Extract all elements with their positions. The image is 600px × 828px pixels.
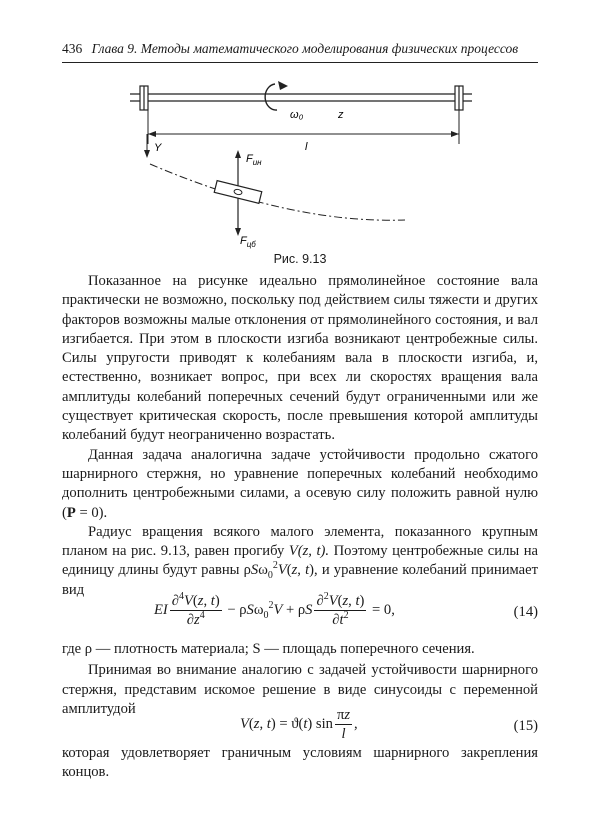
running-header [62,41,536,57]
figure-caption: Рис. 9.13 [273,252,327,266]
omega-label: ω₀ [290,109,304,121]
length-label: l [305,141,308,153]
force-bottom-label: $F_{цб}$ [240,235,256,249]
paragraph-3: Радиус вращения всякого малого элемента, показанного крупным планом на рис. 9.13, равен прогибу V(z, t). Поэтому центробежные силы на единицу длины будут равны ρSω$_0^2$V(z, t), и уравнение колебаний принимает вид [62,523,539,598]
shaft-figure [100,72,500,252]
force-top-label: $F_{ин}$ [246,153,262,167]
equation-14-number: (14) [513,604,538,620]
paragraph-2: Данная задача аналогична задаче устойчивости продольно сжатого шарнирного стержня, но уравнение поперечных колебаний необходимо дополнить центробежными силами, а осевую силу положить равной нулю (P = 0). [62,446,538,521]
body-text-block-1 [62,272,538,600]
paragraph-6: которая удовлетворяет граничным условиям шарнирного закрепления концов. [62,745,538,781]
paragraph-5: Принимая во внимание аналогию с задачей устойчивости шарнирного стержня, представим искомое решение в виде синусоиды с переменной амплитудой [62,662,538,717]
running-title: Глава 9. Методы математического моделирования физических процессов [91,41,519,56]
equation-14: EI $\frac{\partial^4V(z, t)}{\partial z^4}$ − ρSω$_0^2$V + ρS $\frac{\partial^2V(z, t)}{\partial t^2}$ = 0, (14) [154,591,538,628]
paragraph-1: Показанное на рисунке идеально прямолинейное состояние вала практически не возможно, поскольку под действием силы тяжести и других факторов возможны малые отклонения от прямолинейного состояния, и вал изгибается. При этом в плоскости изгиба возникают центробежные силы. Силы упругости приводят к колебаниям вала в плоскости изгиба, и, естественно, возникает вопрос, при всех ли скоростях вращения вала амплитуды колебаний поперечных сечений будут ограниченными или же существует критическая скорость, после превышения которой амплитуды колебаний будут неограниченно возрастать. [62,273,538,444]
equation-15: V(z, t) = ϑ(t) sin $\frac{\pi z}{l}$ , (15) [240,707,538,742]
y-axis-label: Y [154,142,162,154]
page-number: 436 [62,41,83,56]
z-label: z [338,109,344,121]
paragraph-4: где ρ — плотность материала; S — площадь поперечного сечения. [62,641,475,657]
equation-15-number: (15) [513,718,538,734]
header-rule [62,62,538,63]
body-text-block-3 [62,744,538,783]
